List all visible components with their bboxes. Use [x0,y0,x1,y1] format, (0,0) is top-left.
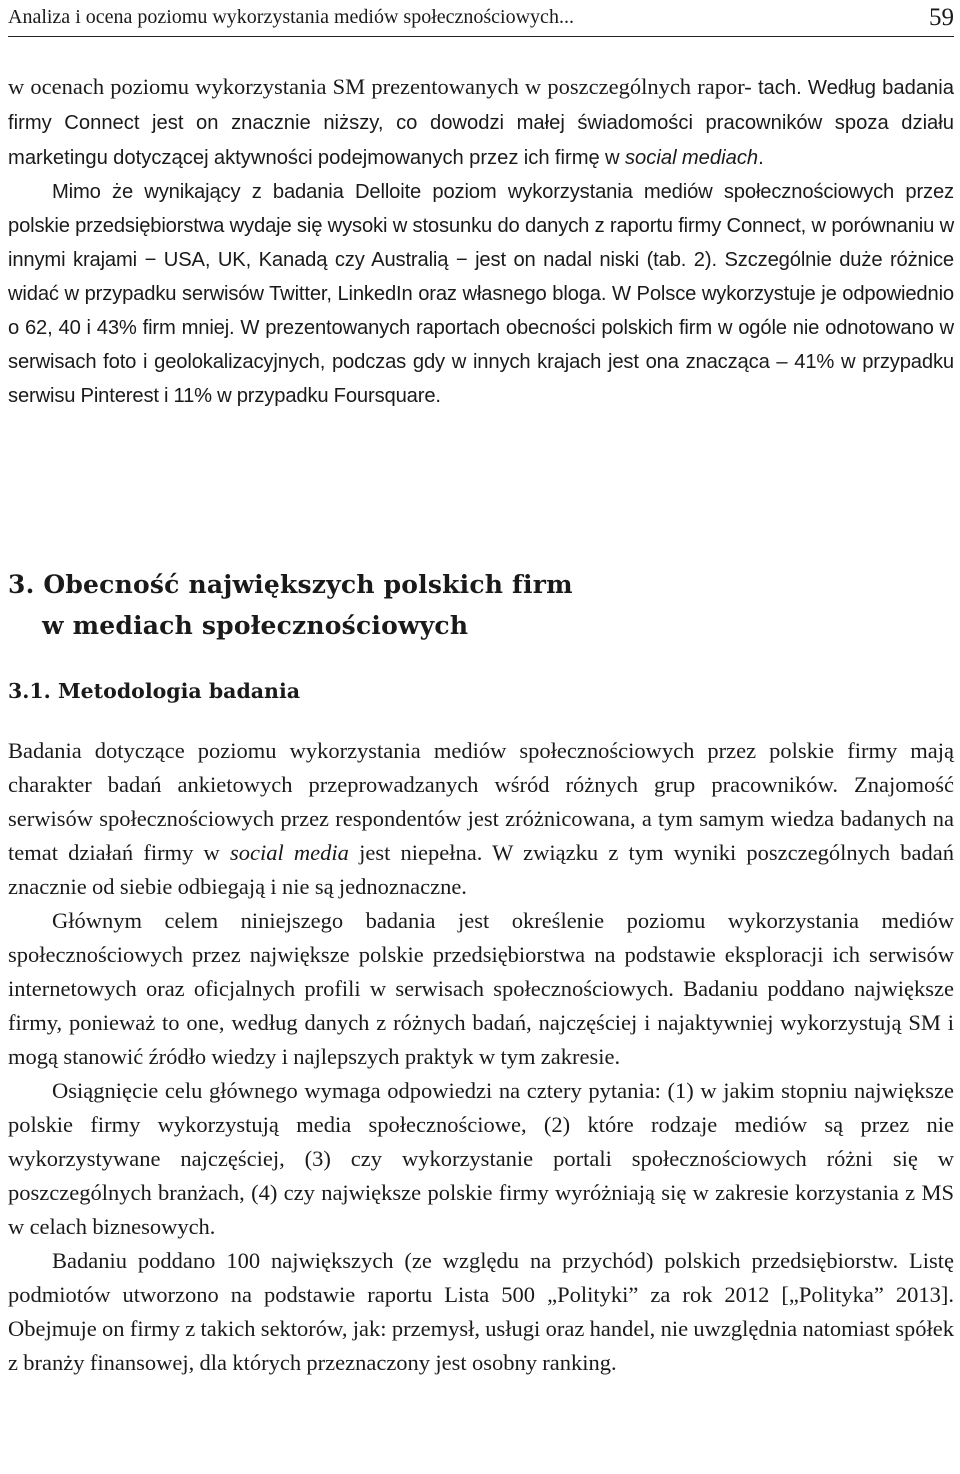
running-title: Analiza i ocena poziomu wykorzystania mediów społecznościowych... [8,6,574,28]
paragraph-text: tach. Według badania firmy Connect jest on znacznie niższy, co dowodzi małej świadomości pracowników spoza działu marketingu dotyczącej aktywności podejmowanych przez ich firmę w social mediach. [8,77,954,169]
paragraph-goal: Głównym celem niniejszego badania jest określenie poziomu wykorzystania mediów społecznościowych przez największe polskie przedsiębiorstwa na podstawie eksploracji ich serwisów internetowych oraz oficjalnych profili w serwisach społecznościowych. Badaniu poddano największe firmy, ponieważ to one, według danych z różnych badań, najczęściej i najaktywniej wykorzystują SM i mogą stanowić źródło wiedzy i najlepszych praktyk w tym zakresie. [8,908,954,1069]
methodology-text [8,734,954,1380]
continuation-text [8,70,954,413]
italic-term: social mediach [624,147,759,169]
paragraph-sample: Badaniu poddano 100 największych (ze względu na przychód) polskich przedsiębiorstw. Listę podmiotów utworzono na podstawie raportu Lista 500 „Polityki” za rok 2012 [„Polityka” 2013]. Obejmuje on firmy z takich sektorów, jak: przemysł, usługi oraz handel, nie uwzględnia natomiast spółek z branży finansowej, dla których przeznaczony jest osobny ranking. [8,1248,954,1375]
paragraph-continued [8,70,954,175]
running-header [8,4,954,37]
subsection-heading: 3.1. Metodologia badania [8,679,301,703]
italic-term: social media [229,840,349,865]
paragraph-comparison: Mimo że wynikający z badania Delloite poziom wykorzystania mediów społecznościowych przez polskie przedsiębiorstwa wydaje się wysoki w stosunku do danych z raportu firmy Connect, w porównaniu w innymi krajami − USA, UK, Kanadą czy Australią − jest on nadal niski (tab. 2). Szczególnie duże różnice widać w przypadku serwisów Twitter, LinkedIn oraz własnego bloga. W Polsce wykorzystuje je odpowiednio o 62, 40 i 43% firm mniej. W prezentowanych raportach obecności polskich firm w ogóle nie odnotowano w serwisach foto i geolokalizacyjnych, podczas gdy w innych krajach jest ona znacząca – 41% w przypadku serwisu Pinterest i 11% w przypadku Foursquare. [8,181,954,407]
paragraph-methodology-intro: Badania dotyczące poziomu wykorzystania mediów społecznościowych przez polskie firmy mają charakter badań ankietowych przeprowadzanych wśród różnych grup pracowników. Znajomość serwisów społecznościowych przez respondentów jest zróżnicowana, a tym samym wiedza badanych na temat działań firmy w social media jest niepełna. W związku z tym wyniki poszczególnych badań znacznie od siebie odbiegają i nie są jednoznaczne. [8,738,954,899]
section-heading-line-1: 3. Obecność największych polskich firm [8,570,573,599]
section-heading-line-2: w mediach społecznościowych [42,611,469,640]
paragraph-text: w ocenach poziomu wykorzystania SM prezentowanych w poszczególnych rapor- [8,74,752,99]
paragraph-research-questions: Osiągnięcie celu głównego wymaga odpowiedzi na cztery pytania: (1) w jakim stopniu największe polskie firmy wykorzystują media społecznościowe, (2) które rodzaje mediów są przez nie wykorzystywane najczęściej, (3) czy wykorzystanie portali społecznościowych różni się w poszczególnych branżach, (4) czy największe polskie firmy wyróżniają się w zakresie korzystania z MS w celach biznesowych. [8,1078,954,1239]
section-heading [8,564,573,646]
page-number: 59 [929,4,954,31]
